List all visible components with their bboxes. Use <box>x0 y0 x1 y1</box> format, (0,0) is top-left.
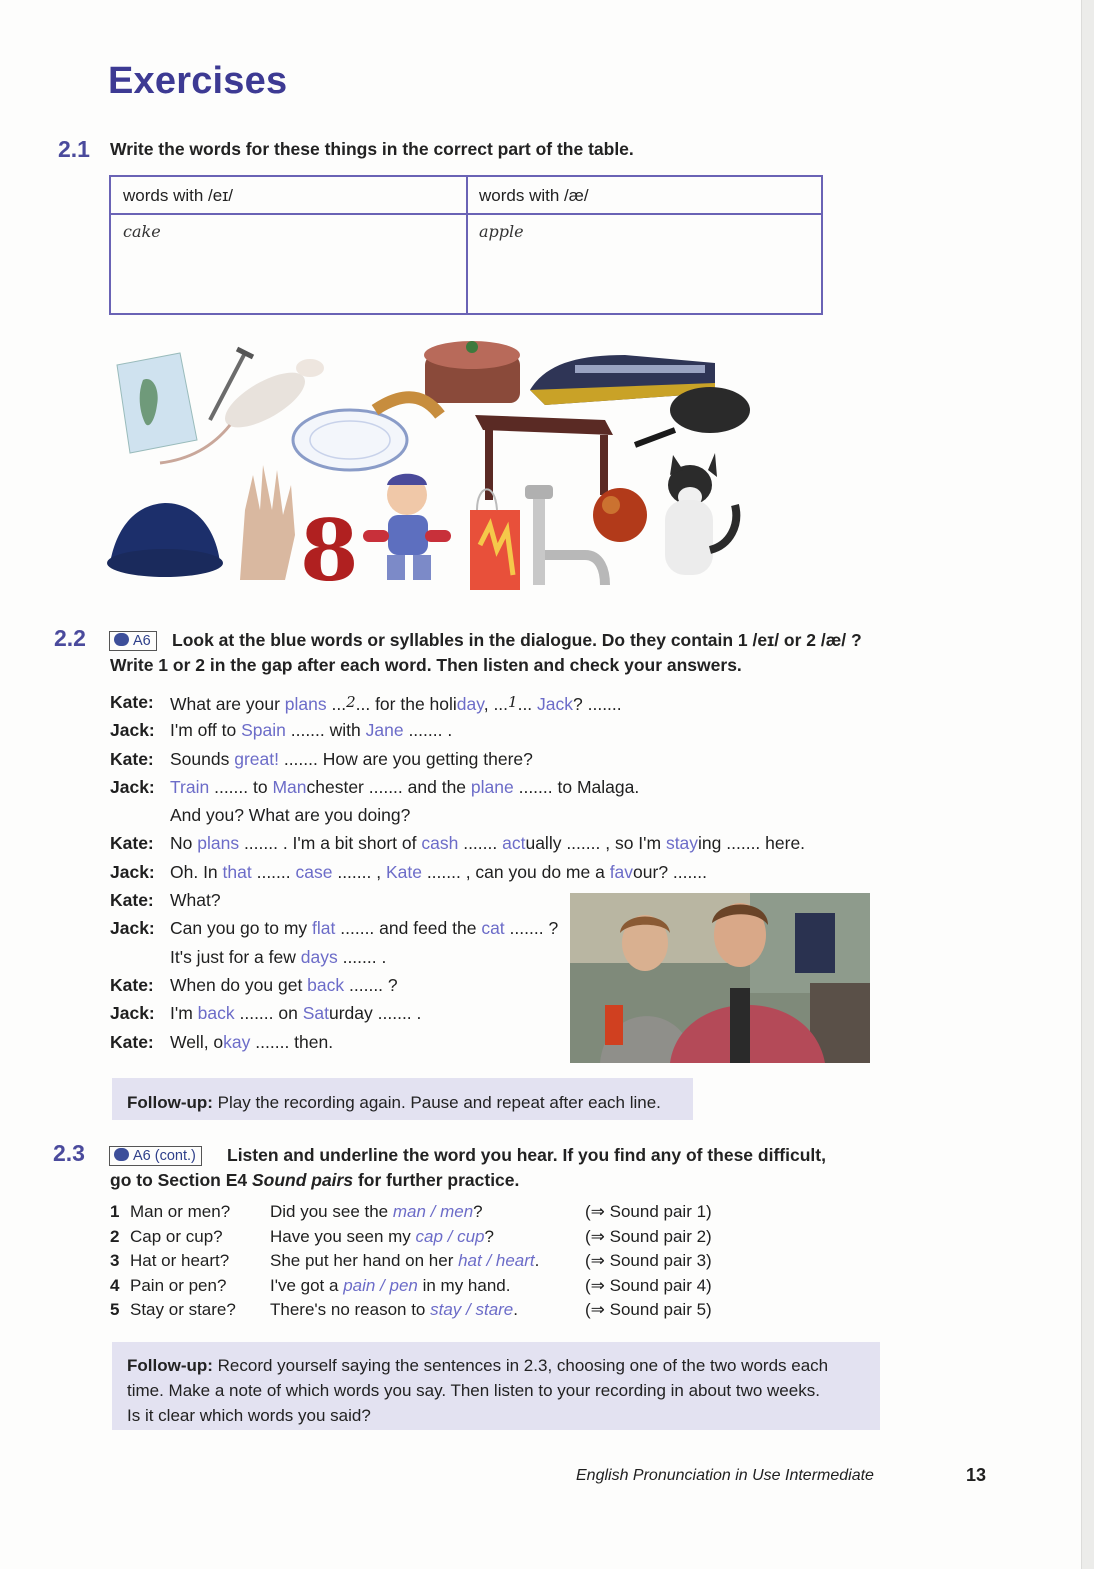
follow-up-box-2-3 <box>112 1342 880 1430</box>
pair-question: Cap or cup? <box>130 1226 223 1246</box>
speaker-name: Kate: <box>110 890 154 911</box>
book-title-footer: English Pronunciation in Use Intermediate <box>576 1467 874 1484</box>
sound-pair-reference[interactable]: (⇒ Sound pair 5) <box>585 1300 712 1320</box>
text-segment: ing ....... here. <box>698 833 806 854</box>
text-segment: ....... ? <box>344 974 398 995</box>
pair-sentence <box>270 1225 494 1250</box>
text-segment: ....... on <box>234 1003 303 1024</box>
text-segment: ....... and feed the <box>335 918 482 939</box>
instruction-text: for further practice. <box>353 1170 520 1190</box>
target-word: cash <box>421 833 459 854</box>
item-number: 5 <box>110 1300 120 1320</box>
text-segment: ....... , <box>332 861 386 882</box>
text-segment: Well, o <box>170 1031 224 1052</box>
sentence-text: Did you see the <box>270 1202 393 1221</box>
text-segment: ....... . <box>403 720 453 741</box>
photo-two-people-talking <box>570 893 870 1063</box>
page-title: Exercises <box>108 60 288 102</box>
dialogue-text <box>170 886 221 914</box>
speaker-name: Jack: <box>110 1003 155 1024</box>
speaker-name: Kate: <box>110 833 154 854</box>
table-example-ei[interactable]: cake <box>123 222 161 241</box>
follow-up-text: Play the recording again. Pause and repeat after each line. <box>212 1093 661 1112</box>
target-word: Jack <box>537 694 574 714</box>
exercise-instruction-2-3-line1: Listen and underline the word you hear. If you find any of these difficult, <box>227 1145 826 1165</box>
sound-pair-reference[interactable]: (⇒ Sound pair 1) <box>585 1202 712 1221</box>
text-segment: ... for the holi <box>355 694 457 714</box>
exercise-instruction-2-1: Write the words for these things in the correct part of the table. <box>110 139 634 159</box>
text-segment: ....... <box>458 833 503 854</box>
target-word: plane <box>470 776 514 797</box>
sentence-text: She put her hand on her <box>270 1251 459 1271</box>
exercise-number-2-1: 2.1 <box>58 136 90 162</box>
digit-eight: 8 <box>300 501 359 600</box>
text-segment: ually ....... , so I'm <box>525 833 666 854</box>
target-word: fav <box>609 861 634 882</box>
word-choice[interactable]: hat / heart <box>458 1251 535 1271</box>
target-word: Kate <box>385 861 422 882</box>
text-segment: What? <box>170 890 221 911</box>
follow-up-text-1: Record yourself saying the sentences in 2.3, choosing one of the two words each <box>212 1356 829 1375</box>
text-segment: When do you get <box>170 974 308 995</box>
dialogue-text <box>170 688 622 718</box>
text-segment: And you? What are you doing? <box>170 805 411 826</box>
word-choice[interactable]: stay / stare <box>430 1300 514 1320</box>
text-segment: No <box>170 833 198 854</box>
item-number: 2 <box>110 1226 120 1246</box>
dialogue-text <box>170 999 421 1027</box>
text-segment: ....... ? <box>504 918 559 939</box>
hat-icon <box>107 503 223 577</box>
answer-gap[interactable]: ... <box>326 694 347 714</box>
target-word: Man <box>272 776 307 797</box>
sentence-text: There's no reason to <box>270 1300 431 1320</box>
answer-table <box>109 175 823 315</box>
follow-up-text-2: time. Make a note of which words you say. Then listen to your recording in about two weeks. <box>127 1381 820 1400</box>
follow-up-text-3: Is it clear which words you said? <box>127 1406 371 1425</box>
table-example-ae[interactable]: apple <box>479 222 524 241</box>
target-word: Train <box>170 776 210 797</box>
audio-track-badge-a6[interactable] <box>109 631 157 651</box>
speaker-name: Kate: <box>110 974 154 995</box>
vocabulary-illustrations <box>105 335 765 610</box>
follow-up-box-2-2 <box>112 1078 693 1120</box>
item-number: 3 <box>110 1251 120 1271</box>
map-icon <box>117 353 197 453</box>
pair-sentence <box>270 1249 539 1274</box>
pair-sentence <box>270 1298 518 1323</box>
speaker-name: Jack: <box>110 918 155 939</box>
dialogue-text <box>170 858 707 886</box>
pair-question: Pain or pen? <box>130 1275 227 1295</box>
cake-icon <box>424 341 520 403</box>
exercise-number-2-2: 2.2 <box>54 625 86 651</box>
speaker-name: Kate: <box>110 1031 154 1052</box>
sentence-text: Have you seen my <box>270 1226 416 1246</box>
hand-icon <box>240 465 295 580</box>
dialogue-text <box>170 801 410 829</box>
text-segment: ....... to <box>209 776 273 797</box>
sound-pair-reference[interactable]: (⇒ Sound pair 4) <box>585 1275 712 1295</box>
follow-up-label: Follow-up: <box>127 1356 213 1375</box>
sentence-text: ? <box>484 1226 494 1246</box>
target-word: days <box>300 946 338 967</box>
section-link-sound-pairs[interactable]: Sound pairs <box>251 1170 354 1190</box>
text-segment: ....... <box>251 861 296 882</box>
speaker-name: Jack: <box>110 776 155 797</box>
word-choice[interactable]: cap / cup <box>415 1226 485 1246</box>
exercise-instruction-2-2-line1: Look at the blue words or syllables in the dialogue. Do they contain 1 /eɪ/ or 2 /æ/ ? <box>172 630 862 650</box>
text-segment: I'm off to <box>170 720 242 741</box>
cat-icon <box>665 453 736 575</box>
tail-icon <box>375 397 440 415</box>
dialogue-text <box>170 745 533 773</box>
cd-icon <box>114 633 129 646</box>
text-segment: ....... to Malaga. <box>513 776 640 797</box>
text-segment: ....... , can you do me a <box>421 861 610 882</box>
text-segment: urday ....... . <box>329 1003 422 1024</box>
table-header-ei: words with /eɪ/ <box>123 186 233 205</box>
sentence-text: in my hand. <box>417 1275 511 1295</box>
target-word: that <box>222 861 252 882</box>
audio-track-badge-a6-cont[interactable] <box>109 1146 202 1166</box>
target-word: cat <box>481 918 505 939</box>
sentence-text: I've got a <box>270 1275 344 1295</box>
text-segment: chester ....... and the <box>306 776 471 797</box>
example-answer: 2 <box>346 693 356 711</box>
table-header-ae: words with /æ/ <box>479 186 589 205</box>
sound-pair-reference[interactable]: (⇒ Sound pair 3) <box>585 1251 712 1271</box>
text-segment: ....... . I'm a bit short of <box>239 833 422 854</box>
exercise-instruction-2-3-line2 <box>110 1170 519 1191</box>
speaker-name: Kate: <box>110 692 154 712</box>
pair-question: Hat or heart? <box>130 1251 230 1271</box>
text-segment: Oh. In <box>170 861 223 882</box>
sentence-text: . <box>534 1251 540 1271</box>
pair-sentence <box>270 1274 510 1299</box>
answer-gap[interactable]: , ... <box>483 694 509 714</box>
text-segment: What are your <box>170 694 285 714</box>
text-segment: I'm <box>170 1003 198 1024</box>
shopping-bag-icon <box>470 489 520 590</box>
sentence-text: ? <box>473 1202 483 1221</box>
table-divider <box>466 177 468 313</box>
target-word: Jane <box>365 720 404 741</box>
target-word: kay <box>223 1031 251 1052</box>
example-answer: 1 <box>508 693 518 711</box>
sound-pair-reference[interactable]: (⇒ Sound pair 2) <box>585 1226 712 1246</box>
pair-question: Stay or stare? <box>130 1300 236 1320</box>
apple-icon <box>593 488 647 542</box>
text-segment: It's just for a few <box>170 946 301 967</box>
pair-question: Man or men? <box>130 1202 231 1221</box>
text-segment: ....... then. <box>250 1031 334 1052</box>
dialogue-text <box>170 943 386 971</box>
dialogue-text <box>170 971 398 999</box>
text-segment: our? ....... <box>633 861 707 882</box>
dialogue-text <box>170 829 805 857</box>
target-word: great! <box>234 748 279 769</box>
item-number: 4 <box>110 1275 120 1295</box>
page-edge <box>1081 0 1094 1569</box>
target-word: case <box>295 861 333 882</box>
audio-track-label: A6 (cont.) <box>133 1148 196 1164</box>
target-word: Spain <box>241 720 286 741</box>
speaker-name: Jack: <box>110 720 155 741</box>
dialogue-text <box>170 1028 333 1056</box>
text-segment: Sounds <box>170 748 235 769</box>
dialogue-text <box>170 773 639 801</box>
item-number: 1 <box>110 1202 120 1221</box>
target-word: act <box>502 833 526 854</box>
page-number: 13 <box>966 1465 987 1485</box>
plate-icon <box>293 410 407 470</box>
text-segment: ....... . <box>337 946 387 967</box>
cd-icon <box>114 1148 129 1161</box>
exercise-instruction-2-2-line2: Write 1 or 2 in the gap after each word. Then listen and check your answers. <box>110 655 742 675</box>
text-segment: Can you go to my <box>170 918 313 939</box>
audio-track-label: A6 <box>133 633 151 649</box>
target-word: day <box>456 694 484 714</box>
answer-gap[interactable]: ? ....... <box>573 694 622 714</box>
target-word: back <box>307 974 345 995</box>
word-choice[interactable]: pain / pen <box>343 1275 418 1295</box>
speaker-name: Kate: <box>110 748 154 769</box>
pair-sentence <box>270 1200 483 1225</box>
target-word: plans <box>197 833 240 854</box>
tap-icon <box>525 485 605 585</box>
follow-up-label: Follow-up: <box>127 1093 213 1112</box>
text-segment: ....... How are you getting there? <box>278 748 533 769</box>
exercise-number-2-3: 2.3 <box>53 1140 85 1166</box>
target-word: back <box>197 1003 235 1024</box>
text-segment: ... <box>517 694 538 714</box>
dialogue-text <box>170 716 452 744</box>
speaker-name: Jack: <box>110 861 155 882</box>
target-word: Sat <box>302 1003 329 1024</box>
word-choice[interactable]: man / men <box>392 1202 474 1221</box>
instruction-text: go to Section E4 <box>110 1170 252 1190</box>
text-segment: ....... with <box>285 720 366 741</box>
sentence-text: . <box>513 1300 518 1320</box>
table-header-rule <box>111 213 821 215</box>
target-word: flat <box>312 918 336 939</box>
dialogue-text <box>170 914 558 942</box>
target-word: plans <box>284 694 327 714</box>
target-word: stay <box>665 833 699 854</box>
baby-icon <box>363 474 451 580</box>
